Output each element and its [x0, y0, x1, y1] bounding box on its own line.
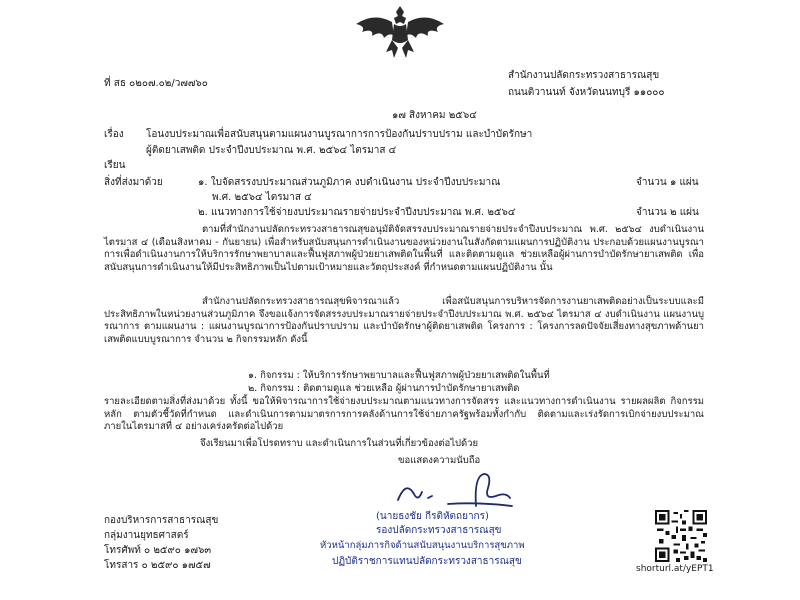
- fax-number: โทรสาร ๐ ๒๕๙๐ ๑๗๕๗: [104, 560, 211, 571]
- signatory-position-1: รองปลัดกระทรวงสาธารณสุข: [376, 525, 502, 536]
- body-paragraph-3: รายละเอียดตามสิ่งที่ส่งมาด้วย ทั้งนี้ ขอให้พิจารณาการใช้จ่ายงบประมาณตามแนวทางการจัดสรร และแนวทางการดำเนินงาน รายผลผลิต กิจกรรมหลัก ตามตัวชี้วัดที่กำหนด และดำเนินการตามมาตรการการคลังด้านการใช้จ่ายภาครัฐพร้อมทั้งกำกับ ติดตามและเร่งรัดการเบิกจ่ายงบประมาณภายในไตรมาสที่ ๔ อย่างเคร่งครัดต่อไปด้วย: [104, 396, 704, 432]
- short-url-link[interactable]: shorturl.at/yEPT1: [636, 564, 714, 574]
- document-date: ๑๗ สิงหาคม ๒๕๖๔: [392, 110, 477, 121]
- enclosures-label: สิ่งที่ส่งมาด้วย: [104, 177, 163, 188]
- body-paragraph-2: สำนักงานปลัดกระทรวงสาธารณสุขพิจารณาแล้ว เพื่อสนับสนุนการบริหารจัดการงานยาเสพติดอย่างเป็นระบบและมีประสิทธิภาพในหน่วยงานส่วนภูมิภาค จึงขอแจ้งการจัดสรรงบประมาณรายจ่ายประจำปีงบประมาณ พ.ศ. ๒๕๖๔ ไตรมาส ๔ งบดำเนินงาน แผนงานบูรณาการ ตามแผนงาน : แผนงานบูรณาการป้องกันปราบปราม และบำบัดรักษาผู้ติดยาเสพติด โครงการ : โครงการลดปัจจัยเสี่ยงทางสุขภาพด้านยาเสพติดแบบบูรณาการ จำนวน ๒ กิจกรรมหลัก ดังนี้: [104, 296, 704, 345]
- organization-address: ถนนติวานนท์ จังหวัดนนทบุรี ๑๑๐๐๐: [508, 87, 665, 98]
- organization-name: สำนักงานปลัดกระทรวงสาธารณสุข: [508, 70, 660, 81]
- activity-1: ๑. กิจกรรม : ให้บริการรักษาพยาบาลและฟื้นฟูสภาพผู้ป่วยยาเสพติดในพื้นที่: [248, 370, 550, 381]
- enclosure-item-1: ๑. ใบจัดสรรงบประมาณส่วนภูมิภาค งบดำเนินงาน ประจำปีงบประมาณ: [198, 177, 501, 188]
- signature: [388, 466, 518, 510]
- signatory-name: (นายธงชัย กีรติหัตถยากร): [376, 511, 489, 522]
- garuda-emblem: [352, 2, 448, 60]
- signatory-position-3: ปฏิบัติราชการแทนปลัดกระทรวงสาธารณสุข: [332, 556, 522, 567]
- group-name: กลุ่มงานยุทธศาสตร์: [104, 530, 189, 541]
- phone-number: โทรศัพท์ ๐ ๒๕๙๐ ๑๗๖๓: [104, 545, 212, 556]
- qr-code[interactable]: [655, 510, 707, 562]
- signatory-position-2: หัวหน้ากลุ่มภารกิจด้านสนับสนุนงานบริการสุขภาพ: [320, 540, 525, 551]
- reference-number: ที่ สธ ๐๒๐๗.๐๒/ว๗๗๖๐: [104, 78, 208, 89]
- subject-line-2: ผู้ติดยาเสพติด ประจำปีงบประมาณ พ.ศ. ๒๕๖๔ ไตรมาส ๔: [146, 145, 397, 156]
- subject-label: เรื่อง: [104, 129, 124, 140]
- activity-2: ๒. กิจกรรม : ติดตามดูแล ช่วยเหลือ ผู้ผ่านการบำบัดรักษายาเสพติด: [248, 383, 520, 394]
- regards: ขอแสดงความนับถือ: [398, 455, 481, 466]
- department-name: กองบริหารการสาธารณสุข: [104, 515, 219, 526]
- enclosure-item-2-count: จำนวน ๒ แผ่น: [636, 207, 699, 218]
- salutation: เรียน: [104, 160, 126, 171]
- enclosure-item-2: ๒. แนวทางการใช้จ่ายงบประมาณรายจ่ายประจำปีงบประมาณ พ.ศ. ๒๕๖๔: [198, 207, 516, 218]
- enclosure-item-1-line-2: พ.ศ. ๒๕๖๔ ไตรมาส ๔: [212, 192, 312, 203]
- closing-sentence: จึงเรียนมาเพื่อโปรดทราบ และดำเนินการในส่วนที่เกี่ยวข้องต่อไปด้วย: [200, 438, 479, 449]
- enclosure-item-1-count: จำนวน ๑ แผ่น: [636, 177, 699, 188]
- body-paragraph-1: ตามที่สำนักงานปลัดกระทรวงสาธารณสุขอนุมัติจัดสรรงบประมาณรายจ่ายประจำปีงบประมาณ พ.ศ. ๒๕๖๔ งบดำเนินงาน ไตรมาส ๔ (เดือนสิงหาคม - กันยายน) เพื่อสำหรับสนับสนุนการดำเนินงานของหน่วยงานในสังกัดตามแผนการปฏิบัติงาน ประกอบด้วยแผนงานบูรณาการเพื่อดำเนินงานการให้บริการรักษาพยาบาลและฟื้นฟูสภาพผู้ป่วยยาเสพติดในพื้นที่ และติดตามดูแล ช่วยเหลือผู้ผ่านการบำบัดรักษายาเสพติด เพื่อสนับสนุนการดำเนินงานให้มีประสิทธิภาพเป็นไปตามเป้าหมายและวัตถุประสงค์ ที่กำหนดตามแผนปฏิบัติงาน นั้น: [104, 224, 704, 273]
- subject-line-1: โอนงบประมาณเพื่อสนับสนุนตามแผนงานบูรณาการการป้องกันปราบปราม และบำบัดรักษา: [146, 129, 533, 140]
